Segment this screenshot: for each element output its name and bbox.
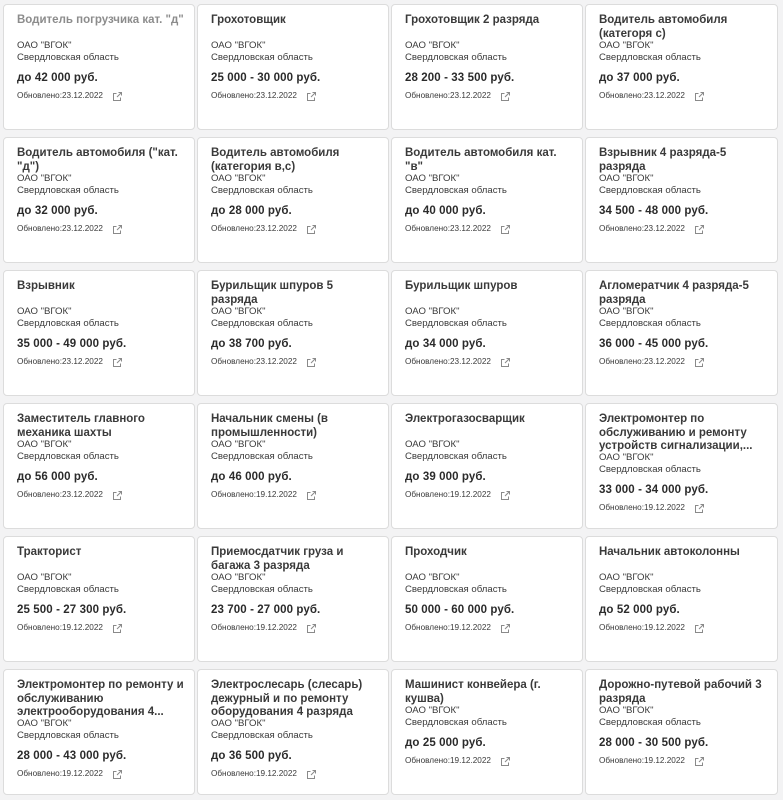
- vacancy-company: ОАО "ВГОК": [599, 173, 654, 184]
- vacancy-region: Свердловская область: [405, 717, 507, 728]
- updated-label: Обновлено:: [17, 91, 62, 100]
- vacancy-region: Свердловская область: [17, 185, 119, 196]
- vacancy-region: Свердловская область: [599, 717, 701, 728]
- external-link-icon[interactable]: [694, 756, 705, 767]
- vacancy-salary: 28 000 - 43 000 руб.: [17, 750, 127, 762]
- updated-label: Обновлено:: [405, 357, 450, 366]
- updated-date: 19.12.2022: [255, 769, 297, 778]
- vacancy-updated: [17, 768, 186, 780]
- external-link-icon[interactable]: [500, 91, 511, 102]
- updated-label: Обновлено:: [17, 224, 62, 233]
- vacancy-company: ОАО "ВГОК": [17, 40, 72, 51]
- vacancy-title[interactable]: Проходчик: [405, 546, 467, 558]
- external-link-icon[interactable]: [112, 490, 123, 501]
- vacancy-region: Свердловская область: [211, 451, 313, 462]
- updated-label: Обновлено:: [599, 224, 644, 233]
- updated-date: 23.12.2022: [449, 224, 491, 233]
- vacancy-salary: до 36 500 руб.: [211, 750, 292, 762]
- vacancy-region: Свердловская область: [211, 584, 313, 595]
- vacancy-company: ОАО "ВГОК": [599, 306, 654, 317]
- vacancy-company: ОАО "ВГОК": [211, 572, 266, 583]
- updated-label: Обновлено:: [599, 623, 644, 632]
- vacancy-salary: до 52 000 руб.: [599, 604, 680, 616]
- updated-date: 23.12.2022: [255, 357, 297, 366]
- vacancy-salary: 25 000 - 30 000 руб.: [211, 72, 321, 84]
- vacancy-region: Свердловская область: [211, 52, 313, 63]
- updated-label: Обновлено:: [17, 490, 62, 499]
- vacancy-updated: [599, 502, 769, 514]
- vacancy-updated: [211, 489, 380, 501]
- vacancy-card[interactable]: [197, 669, 389, 795]
- vacancy-region: Свердловская область: [599, 318, 701, 329]
- updated-date: 23.12.2022: [643, 91, 685, 100]
- external-link-icon[interactable]: [694, 357, 705, 368]
- vacancy-title[interactable]: Тракторист: [17, 546, 82, 558]
- vacancy-title[interactable]: Начальник автоколонны: [599, 546, 740, 558]
- vacancy-salary: 28 000 - 30 500 руб.: [599, 737, 709, 749]
- vacancy-region: Свердловская область: [599, 464, 701, 475]
- updated-label: Обновлено:: [211, 769, 256, 778]
- external-link-icon[interactable]: [694, 623, 705, 634]
- vacancy-card[interactable]: [3, 669, 195, 795]
- external-link-icon[interactable]: [112, 623, 123, 634]
- vacancy-card[interactable]: [585, 669, 778, 795]
- vacancy-region: Свердловская область: [17, 730, 119, 741]
- vacancy-company: ОАО "ВГОК": [211, 306, 266, 317]
- updated-label: Обновлено:: [599, 503, 644, 512]
- vacancy-company: ОАО "ВГОК": [405, 306, 460, 317]
- vacancy-region: Свердловская область: [405, 584, 507, 595]
- vacancy-card[interactable]: [3, 137, 195, 263]
- vacancy-salary: до 46 000 руб.: [211, 471, 292, 483]
- vacancy-region: Свердловская область: [17, 52, 119, 63]
- external-link-icon[interactable]: [306, 357, 317, 368]
- vacancy-company: ОАО "ВГОК": [17, 173, 72, 184]
- vacancy-salary: до 38 700 руб.: [211, 338, 292, 350]
- vacancy-salary: до 40 000 руб.: [405, 205, 486, 217]
- vacancy-card[interactable]: [197, 4, 389, 130]
- vacancy-company: ОАО "ВГОК": [599, 452, 654, 463]
- vacancy-card[interactable]: [585, 137, 778, 263]
- updated-label: Обновлено:: [211, 357, 256, 366]
- vacancy-company: ОАО "ВГОК": [599, 705, 654, 716]
- vacancy-title[interactable]: Грохотовщик: [211, 14, 286, 26]
- vacancy-card[interactable]: [3, 403, 195, 529]
- vacancy-salary: 50 000 - 60 000 руб.: [405, 604, 515, 616]
- vacancy-region: Свердловская область: [405, 318, 507, 329]
- vacancy-updated: [17, 622, 186, 634]
- updated-date: 23.12.2022: [61, 224, 103, 233]
- updated-date: 23.12.2022: [643, 224, 685, 233]
- updated-label: Обновлено:: [405, 756, 450, 765]
- vacancy-title[interactable]: Приемосдатчик груза и багажа 3 разряда: [211, 546, 344, 572]
- vacancy-title[interactable]: Водитель погрузчика кат. "д": [17, 14, 184, 26]
- vacancy-updated: [599, 223, 769, 235]
- updated-label: Обновлено:: [599, 756, 644, 765]
- vacancy-title[interactable]: Водитель автомобиля (категория в,с): [211, 147, 340, 173]
- vacancy-updated: [211, 768, 380, 780]
- vacancy-updated: [405, 489, 574, 501]
- vacancy-updated: [211, 356, 380, 368]
- vacancy-salary: до 39 000 руб.: [405, 471, 486, 483]
- external-link-icon[interactable]: [112, 769, 123, 780]
- updated-date: 23.12.2022: [255, 91, 297, 100]
- updated-date: 19.12.2022: [255, 623, 297, 632]
- vacancy-updated: [17, 223, 186, 235]
- vacancy-title[interactable]: Заместитель главного механика шахты: [17, 413, 145, 439]
- updated-date: 19.12.2022: [449, 756, 491, 765]
- external-link-icon[interactable]: [112, 357, 123, 368]
- vacancy-card[interactable]: [391, 137, 583, 263]
- vacancy-company: ОАО "ВГОК": [599, 572, 654, 583]
- external-link-icon[interactable]: [500, 756, 511, 767]
- vacancy-title[interactable]: Бурильщик шпуров 5 разряда: [211, 280, 334, 306]
- vacancy-salary: до 32 000 руб.: [17, 205, 98, 217]
- vacancy-region: Свердловская область: [405, 451, 507, 462]
- vacancy-company: ОАО "ВГОК": [405, 572, 460, 583]
- vacancy-company: ОАО "ВГОК": [599, 40, 654, 51]
- updated-label: Обновлено:: [211, 490, 256, 499]
- vacancy-card[interactable]: [197, 270, 389, 396]
- external-link-icon[interactable]: [306, 623, 317, 634]
- updated-label: Обновлено:: [405, 91, 450, 100]
- vacancy-updated: [599, 622, 769, 634]
- vacancy-updated: [405, 755, 574, 767]
- external-link-icon[interactable]: [500, 224, 511, 235]
- vacancy-updated: [211, 622, 380, 634]
- vacancy-salary: 35 000 - 49 000 руб.: [17, 338, 127, 350]
- vacancy-card[interactable]: [585, 270, 778, 396]
- updated-label: Обновлено:: [17, 357, 62, 366]
- vacancy-updated: [405, 356, 574, 368]
- vacancy-card[interactable]: [391, 4, 583, 130]
- vacancy-title[interactable]: Водитель автомобиля ("кат. "д"): [17, 147, 178, 173]
- vacancy-region: Свердловская область: [211, 318, 313, 329]
- updated-label: Обновлено:: [211, 224, 256, 233]
- external-link-icon[interactable]: [112, 224, 123, 235]
- vacancy-salary: до 42 000 руб.: [17, 72, 98, 84]
- vacancy-updated: [17, 90, 186, 102]
- updated-date: 23.12.2022: [61, 357, 103, 366]
- vacancy-card[interactable]: [3, 270, 195, 396]
- vacancy-region: Свердловская область: [17, 451, 119, 462]
- external-link-icon[interactable]: [112, 91, 123, 102]
- updated-date: 19.12.2022: [643, 503, 685, 512]
- vacancy-company: ОАО "ВГОК": [17, 572, 72, 583]
- updated-date: 19.12.2022: [449, 623, 491, 632]
- vacancy-salary: 28 200 - 33 500 руб.: [405, 72, 515, 84]
- vacancy-region: Свердловская область: [599, 584, 701, 595]
- vacancy-title[interactable]: Водитель автомобиля (категоря с): [599, 14, 728, 40]
- updated-date: 23.12.2022: [255, 224, 297, 233]
- updated-label: Обновлено:: [599, 357, 644, 366]
- updated-date: 23.12.2022: [61, 490, 103, 499]
- vacancy-title[interactable]: Электромонтер по ремонту и обслуживанию электрооборудования 4...: [17, 679, 184, 718]
- vacancy-updated: [211, 90, 380, 102]
- external-link-icon[interactable]: [306, 490, 317, 501]
- updated-date: 23.12.2022: [61, 91, 103, 100]
- vacancy-salary: до 34 000 руб.: [405, 338, 486, 350]
- external-link-icon[interactable]: [306, 769, 317, 780]
- vacancy-card[interactable]: [197, 137, 389, 263]
- updated-label: Обновлено:: [17, 623, 62, 632]
- vacancy-title[interactable]: Электрослесарь (слесарь) дежурный и по ремонту оборудования 4 разряда: [211, 679, 363, 718]
- vacancy-card[interactable]: [391, 536, 583, 662]
- vacancy-region: Свердловская область: [211, 185, 313, 196]
- updated-date: 23.12.2022: [449, 91, 491, 100]
- vacancy-updated: [599, 356, 769, 368]
- vacancy-region: Свердловская область: [211, 730, 313, 741]
- external-link-icon[interactable]: [306, 224, 317, 235]
- vacancy-title[interactable]: Водитель автомобиля кат. "в": [405, 147, 557, 173]
- external-link-icon[interactable]: [500, 357, 511, 368]
- updated-label: Обновлено:: [405, 623, 450, 632]
- vacancy-company: ОАО "ВГОК": [211, 40, 266, 51]
- vacancy-card[interactable]: [391, 270, 583, 396]
- updated-label: Обновлено:: [599, 91, 644, 100]
- vacancy-company: ОАО "ВГОК": [17, 718, 72, 729]
- vacancy-salary: до 37 000 руб.: [599, 72, 680, 84]
- updated-date: 23.12.2022: [449, 357, 491, 366]
- vacancy-card[interactable]: [585, 536, 778, 662]
- updated-label: Обновлено:: [405, 490, 450, 499]
- vacancy-region: Свердловская область: [405, 185, 507, 196]
- vacancy-title[interactable]: Машинист конвейера (г. кушва): [405, 679, 541, 705]
- vacancy-region: Свердловская область: [17, 584, 119, 595]
- vacancy-card[interactable]: [197, 536, 389, 662]
- vacancy-company: ОАО "ВГОК": [211, 439, 266, 450]
- vacancy-region: Свердловская область: [405, 52, 507, 63]
- updated-label: Обновлено:: [211, 623, 256, 632]
- vacancy-updated: [405, 90, 574, 102]
- vacancy-company: ОАО "ВГОК": [17, 439, 72, 450]
- external-link-icon[interactable]: [694, 91, 705, 102]
- external-link-icon[interactable]: [306, 91, 317, 102]
- vacancy-title[interactable]: Электрогазосварщик: [405, 413, 525, 425]
- updated-date: 23.12.2022: [643, 357, 685, 366]
- vacancy-salary: 33 000 - 34 000 руб.: [599, 484, 709, 496]
- external-link-icon[interactable]: [694, 224, 705, 235]
- updated-date: 19.12.2022: [255, 490, 297, 499]
- external-link-icon[interactable]: [694, 503, 705, 514]
- updated-date: 19.12.2022: [643, 756, 685, 765]
- vacancy-salary: до 56 000 руб.: [17, 471, 98, 483]
- vacancy-card[interactable]: [3, 536, 195, 662]
- vacancy-company: ОАО "ВГОК": [211, 173, 266, 184]
- vacancy-salary: 34 500 - 48 000 руб.: [599, 205, 709, 217]
- vacancy-title[interactable]: Грохотовщик 2 разряда: [405, 14, 540, 26]
- vacancy-card[interactable]: [585, 4, 778, 130]
- vacancy-card[interactable]: [585, 403, 778, 529]
- vacancy-salary: 23 700 - 27 000 руб.: [211, 604, 321, 616]
- vacancy-title[interactable]: Агломератчик 4 разряда-5 разряда: [599, 280, 749, 306]
- vacancy-card[interactable]: [391, 669, 583, 795]
- vacancy-company: ОАО "ВГОК": [405, 173, 460, 184]
- vacancy-updated: [599, 90, 769, 102]
- vacancy-company: ОАО "ВГОК": [405, 40, 460, 51]
- updated-label: Обновлено:: [405, 224, 450, 233]
- vacancy-salary: до 25 000 руб.: [405, 737, 486, 749]
- vacancy-region: Свердловская область: [599, 52, 701, 63]
- vacancy-company: ОАО "ВГОК": [17, 306, 72, 317]
- vacancy-updated: [599, 755, 769, 767]
- vacancy-title[interactable]: Бурильщик шпуров: [405, 280, 518, 292]
- vacancy-salary: 36 000 - 45 000 руб.: [599, 338, 709, 350]
- vacancy-company: ОАО "ВГОК": [211, 718, 266, 729]
- vacancy-company: ОАО "ВГОК": [405, 705, 460, 716]
- vacancy-title[interactable]: Взрывник: [17, 280, 75, 292]
- vacancy-salary: до 28 000 руб.: [211, 205, 292, 217]
- updated-date: 19.12.2022: [61, 769, 103, 778]
- vacancy-card[interactable]: [391, 403, 583, 529]
- updated-date: 19.12.2022: [643, 623, 685, 632]
- updated-date: 19.12.2022: [61, 623, 103, 632]
- vacancy-region: Свердловская область: [599, 185, 701, 196]
- vacancy-title[interactable]: Электромонтер по обслуживанию и ремонту устройств сигнализации,...: [599, 413, 753, 452]
- vacancy-updated: [211, 223, 380, 235]
- vacancy-updated: [17, 489, 186, 501]
- vacancy-updated: [405, 223, 574, 235]
- external-link-icon[interactable]: [500, 490, 511, 501]
- vacancy-region: Свердловская область: [17, 318, 119, 329]
- vacancy-title[interactable]: Начальник смены (в промышленности): [211, 413, 328, 439]
- vacancy-title[interactable]: Дорожно-путевой рабочий 3 разряда: [599, 679, 762, 705]
- vacancy-card[interactable]: [197, 403, 389, 529]
- updated-date: 19.12.2022: [449, 490, 491, 499]
- vacancy-card[interactable]: [3, 4, 195, 130]
- vacancy-title[interactable]: Взрывник 4 разряда-5 разряда: [599, 147, 727, 173]
- vacancy-updated: [405, 622, 574, 634]
- updated-label: Обновлено:: [17, 769, 62, 778]
- external-link-icon[interactable]: [500, 623, 511, 634]
- updated-label: Обновлено:: [211, 91, 256, 100]
- vacancy-salary: 25 500 - 27 300 руб.: [17, 604, 127, 616]
- vacancy-company: ОАО "ВГОК": [405, 439, 460, 450]
- vacancy-updated: [17, 356, 186, 368]
